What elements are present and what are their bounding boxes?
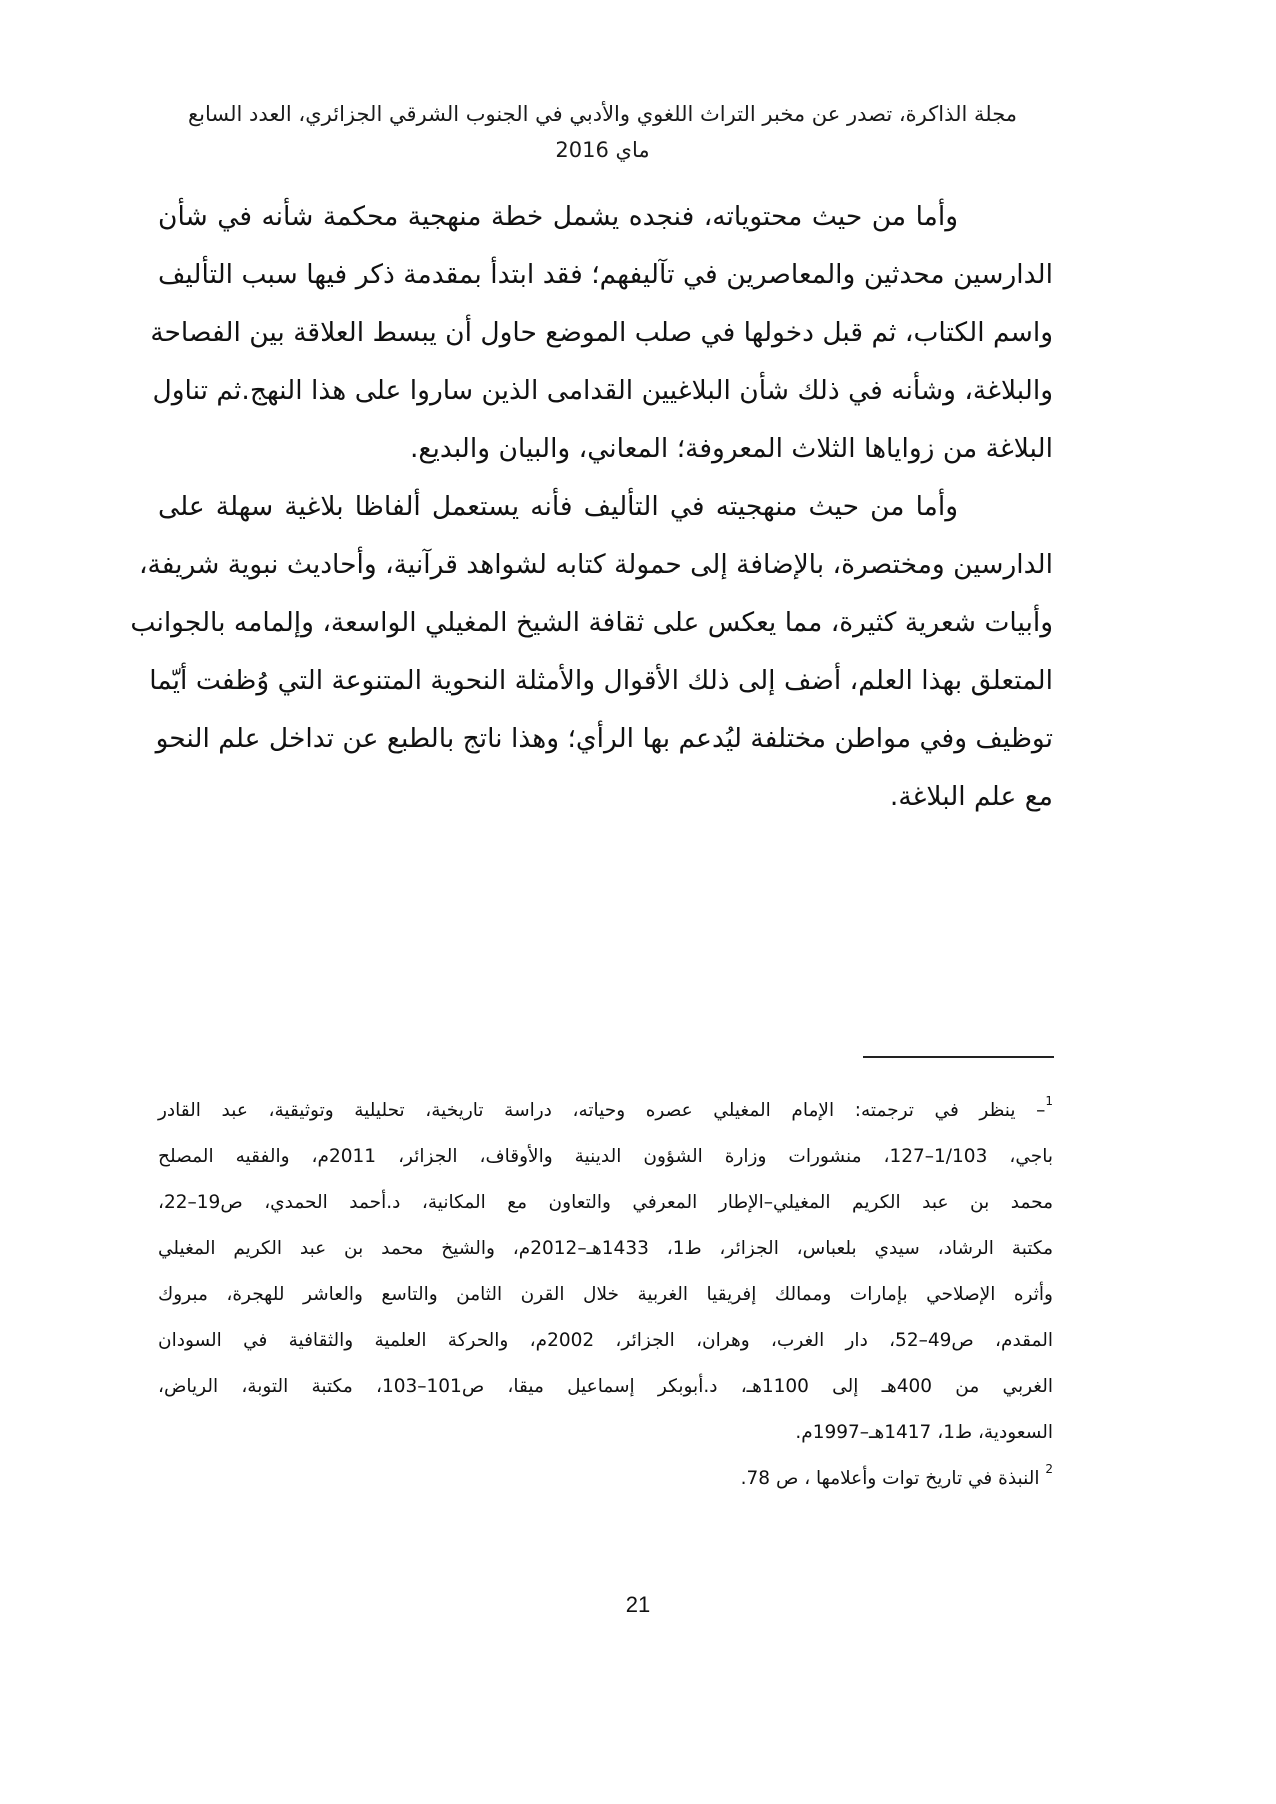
paragraph-2-line: توظيف وفي مواطن مختلفة ليُدعم بها الرأي؛ وهذا ناتج بالطبع عن تداخل علم النحو [155, 723, 1053, 754]
paragraph-2-line: الدارسين ومختصرة، بالإضافة إلى حمولة كتابه لشواهد قرآنية، وأحاديث نبوية شريفة، [139, 549, 1053, 580]
footnote-1-line: السعودية، ط1، 1417هـ–1997م. [795, 1422, 1053, 1443]
paragraph-1-line: وأما من حيث محتوياته، فنجده يشمل خطة منهجية محكمة شأنه في شأن [158, 201, 958, 232]
footnote-1-line: محمد بن عبد الكريم المغيلي–الإطار المعرفي والتعاون مع المكانية، د.أحمد الحمدي، ص19–22، [158, 1192, 1053, 1213]
page-number: 21 [625, 1592, 651, 1617]
footnote-1-line: الغربي من 400هـ إلى 1100هـ، د.أبوبكر إسماعيل ميقا، ص101–103، مكتبة التوبة، الرياض، [158, 1376, 1054, 1397]
paragraph-1-line: البلاغة من زواياها الثلاث المعروفة؛ المعاني، والبيان والبديع. [410, 433, 1053, 464]
footnote-separator [863, 1056, 1054, 1058]
paragraph-1-line: والبلاغة، وشأنه في ذلك شأن البلاغيين القدامى الذين ساروا على هذا النهج.ثم تناول [152, 375, 1053, 406]
footnote-1-marker: 1 [1045, 1093, 1053, 1108]
footnote-1-line [158, 1088, 1053, 1134]
footnote-1-line: باجي، 1/103–127، منشورات وزارة الشؤون الدينية والأوقاف، الجزائر، 2011م، والفقيه المصلح [158, 1146, 1053, 1167]
paragraph-2-line: المتعلق بهذا العلم، أضف إلى ذلك الأقوال والأمثلة النحوية المتنوعة التي وُظفت أيّما [149, 665, 1053, 696]
running-header [150, 96, 1055, 168]
footnote-2-marker: 2 [1045, 1461, 1053, 1476]
paragraph-2-line: وأما من حيث منهجيته في التأليف فأنه يستعمل ألفاظا بلاغية سهلة على [158, 491, 958, 522]
body-text [130, 188, 1053, 826]
paragraph-1-line: الدارسين محدثين والمعاصرين في تآليفهم؛ فقد ابتدأ بمقدمة ذكر فيها سبب التأليف [158, 259, 1053, 290]
footnote-1-line: مكتبة الرشاد، سيدي بلعباس، الجزائر، ط1، 1433هـ–2012م، والشيخ محمد بن عبد الكريم المغيلي [158, 1238, 1053, 1259]
paragraph-2-line: مع علم البلاغة. [889, 781, 1053, 812]
footnote-1-text: – ينظر في ترجمته: الإمام المغيلي عصره وحياته، دراسة تاريخية، تحليلية وتوثيقية، عبد القادر [158, 1100, 1046, 1121]
header-journal-line: مجلة الذاكرة، تصدر عن مخبر التراث اللغوي والأدبي في الجنوب الشرقي الجزائري، العدد السابع [187, 102, 1018, 126]
footnote-2-line [158, 1456, 1053, 1502]
paragraph-1-line: واسم الكتاب، ثم قبل دخولها في صلب الموضع حاول أن يبسط العلاقة بين الفصاحة [150, 317, 1053, 348]
paragraph-2-line: وأبيات شعرية كثيرة، مما يعكس على ثقافة الشيخ المغيلي الواسعة، وإلمامه بالجوانب [130, 607, 1053, 638]
footnote-1-line: وأثره الإصلاحي بإمارات وممالك إفريقيا الغربية خلال القرن الثامن والتاسع والعاشر للهجرة، مبروك [158, 1284, 1053, 1305]
footnote-1-line: المقدم، ص49–52، دار الغرب، وهران، الجزائر، 2002م، والحركة العلمية والثقافية في السودان [158, 1330, 1053, 1351]
header-date-line: ماي 2016 [555, 138, 650, 162]
footnote-2-text: النبذة في تاريخ توات وأعلامها ، ص 78. [740, 1468, 1040, 1489]
footnotes [158, 1088, 1053, 1502]
